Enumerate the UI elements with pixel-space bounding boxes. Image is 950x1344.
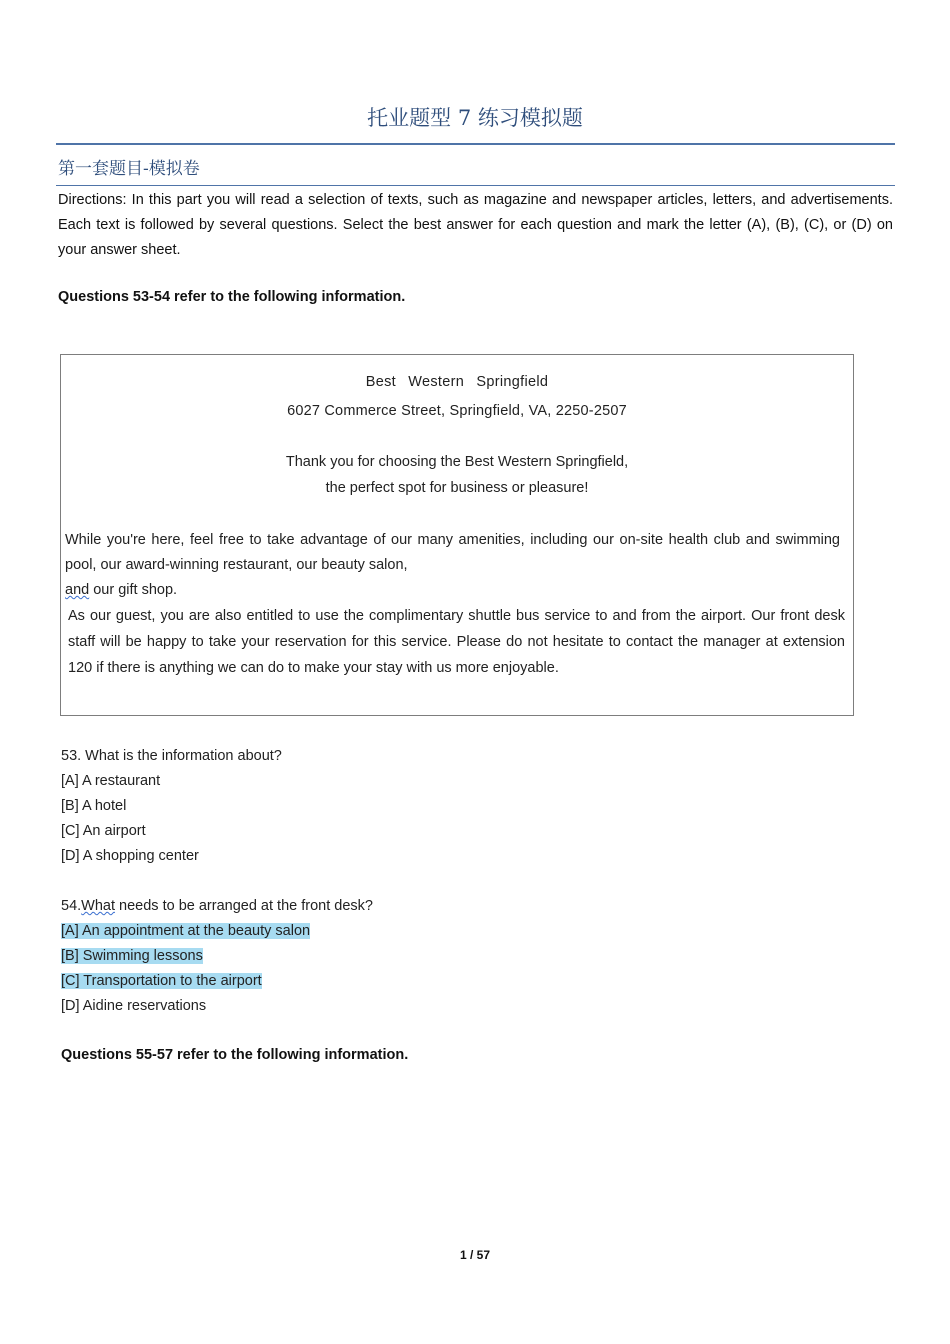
option-54-c: [C] Transportation to the airport xyxy=(61,973,262,989)
option-54-d: [D] Aidine reservations xyxy=(61,998,207,1014)
question-54 xyxy=(61,894,373,1019)
option-53-b: [B] A hotel xyxy=(61,798,127,814)
hotel-address: 6027 Commerce Street, Springfield, VA, 2250-2507 xyxy=(287,403,627,419)
shuttle-paragraph: As our guest, you are also entitled to use the complimentary shuttle bus service to and from the airport. Our front desk staff will be happy to take your reservation for this service. Please do not hesitate to contact the manager at extension 120 if there is anything we can do to make your stay with us more enjoyable. xyxy=(68,608,845,676)
questions-55-57-heading: Questions 55-57 refer to the following information. xyxy=(61,1047,409,1063)
amenities-end: our gift shop. xyxy=(89,582,178,598)
question-54-number: 54. xyxy=(61,898,82,914)
question-54-rest: needs to be arranged at the front desk? xyxy=(115,898,373,914)
amenities-paragraph xyxy=(65,528,840,603)
question-53 xyxy=(61,744,282,869)
option-54-a: [A] An appointment at the beauty salon xyxy=(61,923,311,939)
question-54-text xyxy=(61,894,373,919)
section-divider xyxy=(56,185,895,186)
page-title: 托业题型 7 练习模拟题 xyxy=(367,106,583,130)
page-number: 1 / 57 xyxy=(459,1248,491,1262)
question-54-what: What xyxy=(81,898,116,914)
amenities-and: and xyxy=(65,582,90,598)
hotel-notice xyxy=(60,354,854,716)
option-53-c: [C] An airport xyxy=(61,823,146,839)
option-54-b: [B] Swimming lessons xyxy=(61,948,203,964)
title-divider xyxy=(56,143,895,145)
option-53-d: [D] A shopping center xyxy=(61,848,199,864)
thanks-line-1: Thank you for choosing the Best Western Springfield, xyxy=(285,454,629,470)
questions-53-54-heading: Questions 53-54 refer to the following information. xyxy=(58,289,406,305)
thanks-line-2: the perfect spot for business or pleasure! xyxy=(325,480,589,496)
hotel-name: Best Western Springfield xyxy=(365,374,549,390)
question-53-text: 53. What is the information about? xyxy=(61,748,282,764)
option-53-a: [A] A restaurant xyxy=(61,773,161,789)
section-title: 第一套题目-模拟卷 xyxy=(58,159,200,179)
amenities-text: While you're here, feel free to take advantage of our many amenities, including our on-site health club and swimming pool, our award-winning restaurant, our beauty salon, xyxy=(65,532,840,573)
directions-text: Directions: In this part you will read a selection of texts, such as magazine and newspaper articles, letters, and advertisements. Each text is followed by several questions. Select the best answer for each question and mark the letter (A), (B), (C), or (D) on your answer sheet. xyxy=(58,192,893,258)
